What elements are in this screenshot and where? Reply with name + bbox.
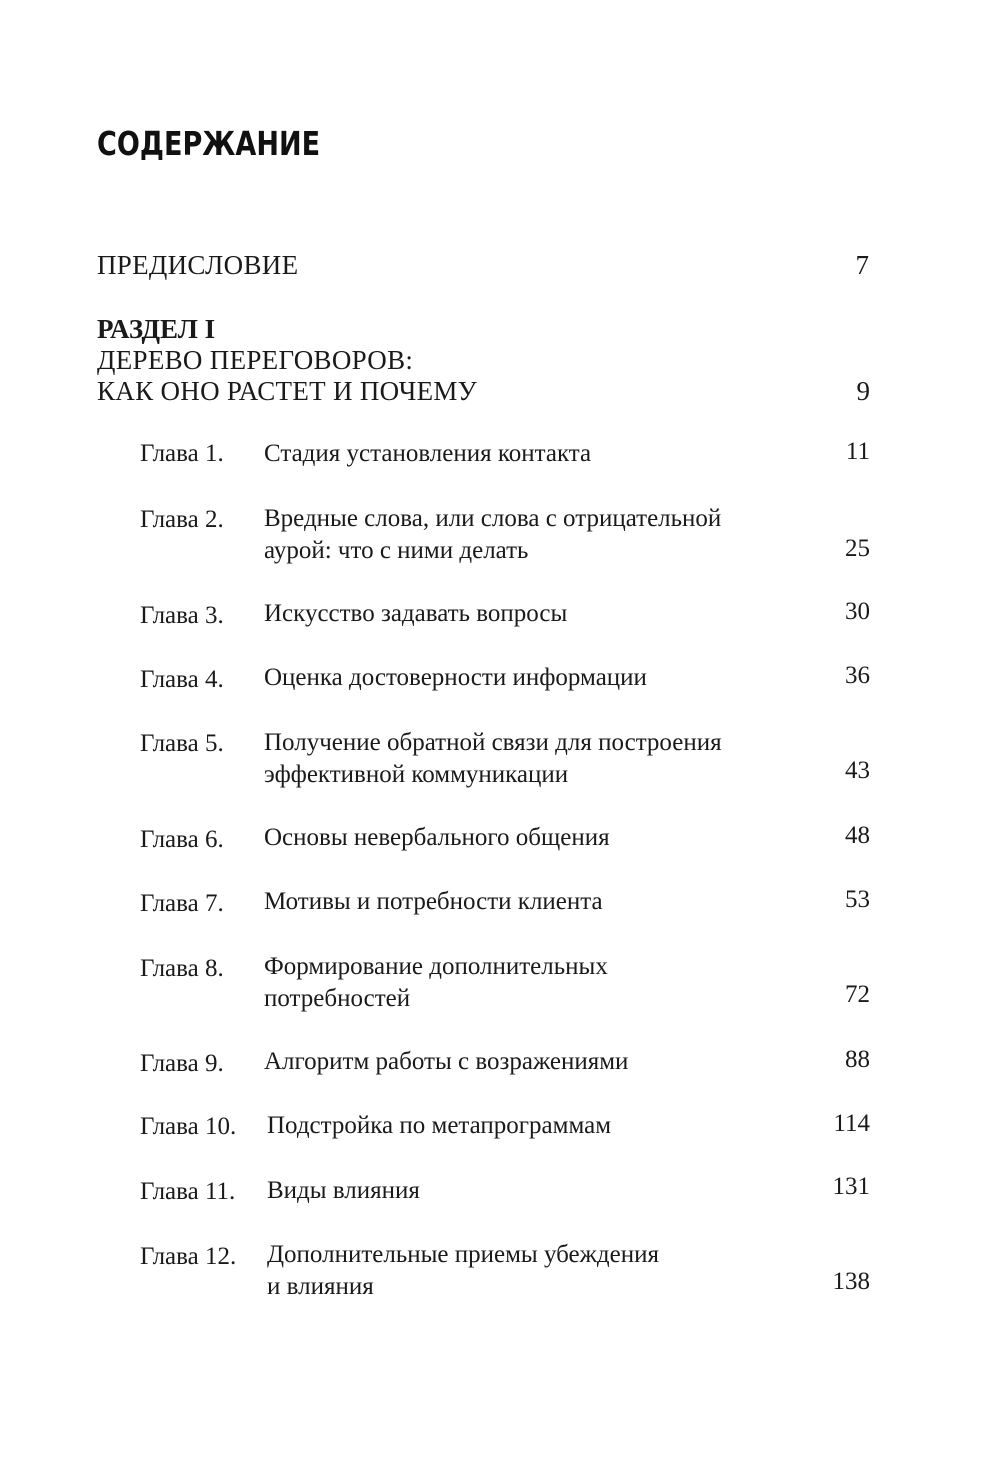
chapter-title-line: Виды влияния	[267, 1177, 420, 1204]
chapter-title-line: Мотивы и потребности клиента	[264, 888, 603, 915]
chapter-label: Глава 1.	[140, 440, 224, 467]
chapter-title-line: и влияния	[267, 1273, 374, 1300]
chapter-page-number: 48	[845, 822, 870, 849]
chapter-page-number: 36	[845, 662, 870, 689]
chapter-title	[264, 886, 804, 918]
chapter-title	[267, 1175, 807, 1207]
chapter-title	[264, 662, 804, 694]
chapter-label: Глава 7.	[140, 890, 224, 917]
chapter-label: Глава 4.	[140, 666, 224, 693]
chapter-title-line: Алгоритм работы с возражениями	[264, 1048, 629, 1075]
section-title-line-1: ДЕРЕВО ПЕРЕГОВОРОВ:	[97, 345, 414, 375]
chapter-page-number: 25	[845, 535, 870, 562]
chapter-page-number: 138	[832, 1268, 870, 1295]
chapter-title-line: Формирование дополнительных	[264, 953, 608, 980]
preface-title: ПРЕДИСЛОВИЕ	[97, 250, 299, 280]
chapter-title	[267, 1110, 807, 1142]
chapter-page-number: 30	[845, 598, 870, 625]
chapter-label: Глава 9.	[140, 1050, 224, 1077]
chapter-page-number: 114	[833, 1110, 870, 1137]
chapter-label: Глава 10.	[140, 1113, 237, 1140]
chapter-title-line: Получение обратной связи для построения	[264, 729, 722, 756]
section-page-number: 9	[856, 376, 870, 406]
chapter-title-line: Подстройка по метапрограммам	[267, 1112, 612, 1139]
preface-page-number: 7	[855, 250, 869, 280]
chapter-page-number: 11	[845, 438, 870, 465]
chapter-title-line: Основы невербального общения	[264, 824, 610, 851]
page-title: СОДЕРЖАНИЕ	[97, 124, 321, 163]
chapter-title	[264, 822, 804, 854]
chapter-title-line: аурой: что с ними делать	[264, 537, 529, 564]
chapter-title-line: Вредные слова, или слова с отрицательной	[264, 505, 722, 532]
chapter-title	[264, 727, 804, 791]
chapter-label: Глава 6.	[140, 826, 224, 853]
chapter-title-line: Стадия установления контакта	[264, 440, 592, 467]
chapter-page-number: 43	[845, 757, 870, 784]
chapter-title	[264, 951, 804, 1015]
chapter-label: Глава 12.	[140, 1243, 237, 1270]
chapter-page-number: 88	[845, 1046, 870, 1073]
chapter-title-line: потребностей	[264, 985, 411, 1012]
section-label: РАЗДЕЛ I	[97, 314, 216, 344]
chapter-title-line: Оценка достоверности информации	[264, 664, 647, 691]
chapter-label: Глава 5.	[140, 730, 224, 757]
chapter-title	[264, 598, 804, 630]
section-title-line-2: КАК ОНО РАСТЕТ И ПОЧЕМУ	[97, 376, 478, 406]
chapter-label: Глава 11.	[140, 1178, 236, 1205]
chapter-title	[264, 438, 804, 470]
chapter-title-line: Искусство задавать вопросы	[264, 600, 568, 627]
chapter-title-line: эффективной коммуникации	[264, 761, 569, 788]
chapter-title	[264, 1046, 804, 1078]
chapter-title	[267, 1239, 807, 1303]
chapter-title-line: Дополнительные приемы убеждения	[267, 1241, 659, 1268]
chapter-label: Глава 2.	[140, 506, 224, 533]
chapter-label: Глава 3.	[140, 602, 224, 629]
chapter-page-number: 131	[832, 1173, 870, 1200]
chapter-label: Глава 8.	[140, 955, 224, 982]
chapter-title	[264, 503, 804, 567]
chapter-page-number: 72	[845, 981, 870, 1008]
chapter-page-number: 53	[845, 886, 870, 913]
